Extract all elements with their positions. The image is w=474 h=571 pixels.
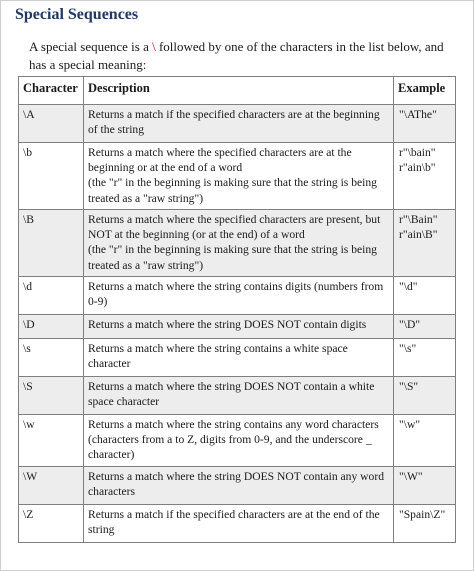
table-row bbox=[19, 505, 456, 543]
cell-description: Returns a match where the string contains any word characters (characters from a to Z, digits from 0-9, and the underscore _ character) bbox=[84, 415, 394, 467]
cell-character: \w bbox=[19, 415, 84, 467]
cell-example: "Spain\Z" bbox=[394, 505, 456, 543]
header-description: Description bbox=[84, 77, 394, 105]
cell-example: "\d" bbox=[394, 277, 456, 315]
table-row bbox=[19, 415, 456, 467]
cell-example: "\AThe" bbox=[394, 105, 456, 143]
special-sequences-table bbox=[18, 76, 456, 543]
header-example: Example bbox=[394, 77, 456, 105]
cell-description: Returns a match where the string DOES NOT contain digits bbox=[84, 315, 394, 339]
cell-description: Returns a match where the specified characters are present, but NOT at the beginning (or at the end) of a word (the "r" in the beginning is making sure that the string is being treated as a "raw string") bbox=[84, 210, 394, 277]
cell-description: Returns a match if the specified characters are at the beginning of the string bbox=[84, 105, 394, 143]
cell-description: Returns a match where the string DOES NOT contain a white space character bbox=[84, 377, 394, 415]
cell-character: \d bbox=[19, 277, 84, 315]
intro-backslash: \ bbox=[152, 39, 156, 54]
cell-character: \D bbox=[19, 315, 84, 339]
cell-description: Returns a match where the string contains a white space character bbox=[84, 339, 394, 377]
table-row bbox=[19, 377, 456, 415]
cell-character: \W bbox=[19, 467, 84, 505]
table-row bbox=[19, 105, 456, 143]
cell-description: Returns a match where the string DOES NOT contain any word characters bbox=[84, 467, 394, 505]
page-title: Special Sequences bbox=[15, 6, 139, 23]
cell-example: r"\Bain" r"ain\B" bbox=[394, 210, 456, 277]
intro-paragraph bbox=[29, 38, 449, 74]
table-row bbox=[19, 315, 456, 339]
cell-character: \B bbox=[19, 210, 84, 277]
table-row bbox=[19, 339, 456, 377]
cell-example: r"\bain" r"ain\b" bbox=[394, 143, 456, 210]
table-row bbox=[19, 143, 456, 210]
cell-character: \s bbox=[19, 339, 84, 377]
cell-description: Returns a match where the specified characters are at the beginning or at the end of a word (the "r" in the beginning is making sure that the string is being treated as a "raw string") bbox=[84, 143, 394, 210]
table-header-row bbox=[19, 77, 456, 105]
table-row bbox=[19, 277, 456, 315]
intro-text-after: followed by one of the characters in the list below, and has a special meaning: bbox=[29, 39, 444, 72]
cell-example: "\D" bbox=[394, 315, 456, 339]
cell-character: \b bbox=[19, 143, 84, 210]
header-character: Character bbox=[19, 77, 84, 105]
intro-text-before: A special sequence is a bbox=[29, 39, 153, 54]
table-row bbox=[19, 210, 456, 277]
cell-example: "\W" bbox=[394, 467, 456, 505]
cell-example: "\w" bbox=[394, 415, 456, 467]
cell-description: Returns a match where the string contains digits (numbers from 0-9) bbox=[84, 277, 394, 315]
cell-character: \Z bbox=[19, 505, 84, 543]
cell-example: "\S" bbox=[394, 377, 456, 415]
cell-description: Returns a match if the specified characters are at the end of the string bbox=[84, 505, 394, 543]
table-row bbox=[19, 467, 456, 505]
cell-character: \A bbox=[19, 105, 84, 143]
cell-example: "\s" bbox=[394, 339, 456, 377]
cell-character: \S bbox=[19, 377, 84, 415]
